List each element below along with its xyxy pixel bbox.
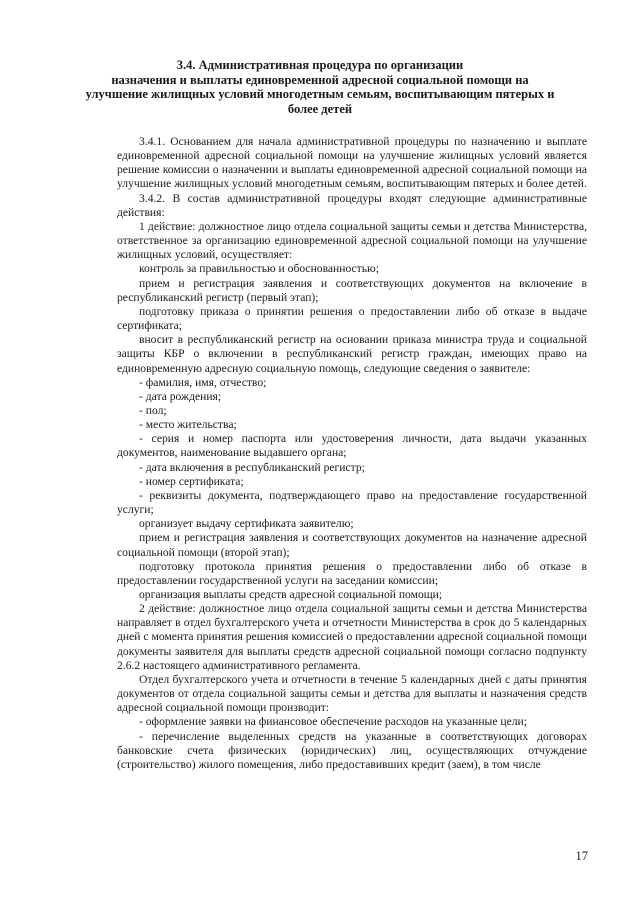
- list-item: - оформление заявки на финансовое обеспечение расходов на указанные цели;: [139, 715, 527, 729]
- paragraph-action-2: 2 действие: должностное лицо отдела социальной защиты семьи и детства Министерства направляет в отдел бухгалтерского учета и отчетности Министерства в срок до 5 календарных дней с момента принятия решения комиссией о предоставлении адресной социальной помощи документы заявителя для выплаты средств адресной социальной помощи согласно подпункту 2.6.2 настоящего административного регламента.: [117, 602, 587, 672]
- paragraph: организует выдачу сертификата заявителю;: [139, 517, 354, 531]
- heading-line: назначения и выплаты единовременной адресной социальной помощи на: [111, 72, 529, 87]
- paragraph: прием и регистрация заявления и соответствующих документов на назначение адресной социальной помощи (второй этап);: [117, 531, 587, 559]
- list-item: - дата рождения;: [139, 389, 222, 403]
- list-item: - место жительства;: [139, 418, 237, 432]
- list-item: - дата включения в республиканский регистр;: [139, 460, 365, 474]
- list-item: - серия и номер паспорта или удостоверения личности, дата выдачи указанных документов, наименование выдавшего органа;: [117, 432, 587, 460]
- list-item: - перечисление выделенных средств на указанные в соответствующих договорах банковские счета физических (юридических) лиц, осуществляющих отчуждение (строительство) жилого помещения, либо предоставивших кредит (заем), в том числе: [117, 729, 587, 771]
- list-item: - номер сертификата;: [139, 474, 244, 488]
- paragraph-action-1: 1 действие: должностное лицо отдела социальной защиты семьи и детства Министерства, ответственное за организацию единовременной адресной социальной помощи на улучшение жилищных условий, осуществляет:: [117, 219, 587, 262]
- paragraph: подготовку приказа о принятии решения о предоставлении либо об отказе в выдаче сертификата;: [117, 304, 587, 333]
- heading-line: более детей: [287, 101, 353, 116]
- list-item: - фамилия, имя, отчество;: [139, 375, 267, 389]
- list-item: - пол;: [139, 403, 167, 417]
- paragraph-3-4-1: 3.4.1. Основанием для начала административной процедуры по назначению и выплате единовременной адресной социальной помощи на улучшение жилищных условий является решение комиссии о назначении и выплаты единовременной адресной социальной помощи на улучшение жилищных условий многодетным семьям, воспитывающим пятерых и более детей.: [117, 135, 587, 191]
- paragraph: организация выплаты средств адресной социальной помощи;: [139, 588, 443, 601]
- paragraph-3-4-2: 3.4.2. В состав административной процедуры входят следующие административные действия:: [117, 191, 587, 219]
- paragraph: вносит в республиканский регистр на основании приказа министра труда и социальной защиты КБР о включении в республиканский регистр граждан, имеющих право на единовременную адресную социальную помощь, следующие сведения о заявителе:: [117, 333, 587, 375]
- document-body: [117, 135, 587, 772]
- page-number: 17: [575, 849, 588, 863]
- section-heading: [60, 58, 580, 116]
- heading-line: 3.4. Административная процедура по организации: [176, 58, 464, 72]
- paragraph: подготовку протокола принятия решения о предоставлении либо об отказе в предоставлении государственной услуги на заседании комиссии;: [117, 559, 587, 587]
- heading-line: улучшение жилищных условий многодетным семьям, воспитывающим пятерых и: [85, 87, 555, 102]
- paragraph: прием и регистрация заявления и соответствующих документов на включение в республиканский регистр (первый этап);: [117, 276, 587, 304]
- paragraph: контроль за правильностью и обоснованностью;: [139, 262, 379, 276]
- list-item: - реквизиты документа, подтверждающего право на предоставление государственной услуги;: [117, 488, 587, 517]
- paragraph: Отдел бухгалтерского учета и отчетности в течение 5 календарных дней с даты принятия документов от отдела социальной защиты семьи и детства для выплаты и назначения средств адресной социальной помощи производит:: [117, 672, 587, 715]
